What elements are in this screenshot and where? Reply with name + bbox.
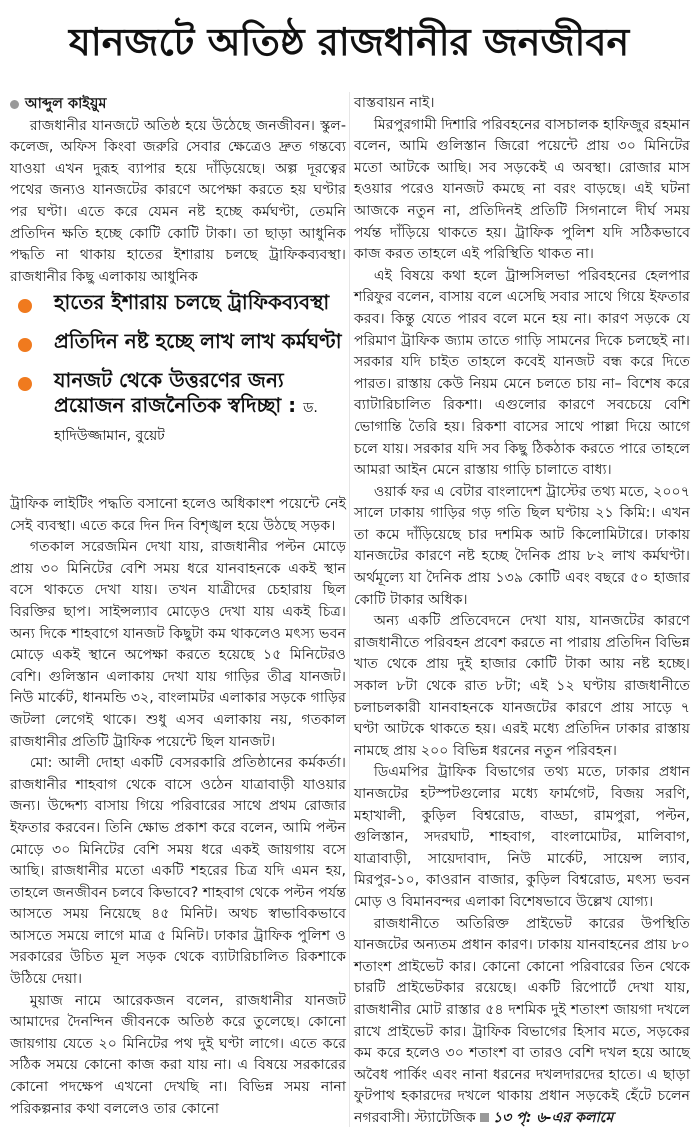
- paragraph: ট্রাফিক লাইটিং পদ্ধতি বসানো হলেও অধিকাংশ পয়েন্টে নেই সেই ব্যবস্থা। এতে করে দিন দিন বিশৃঙ্খল হয়ে উঠছে সড়ক।: [10, 496, 346, 534]
- highlights-box: [18, 290, 344, 463]
- highlight-text: প্রতিদিন নষ্ট হচ্ছে লাখ লাখ কর্মঘণ্টা: [54, 329, 342, 353]
- continuation-reference: ১৩ পৃ: ৬-এর কলামে: [492, 1109, 614, 1126]
- column-divider: [349, 92, 350, 1127]
- bullet-icon: [18, 377, 32, 391]
- bullet-icon: [18, 299, 32, 313]
- highlight-attribution: ড. হাদিউজ্জামান, বুয়েট: [54, 400, 318, 444]
- highlight-text: যানজট থেকে উত্তরণের জন্য প্রয়োজন রাজনৈতিক স্বদিচ্ছা :: [54, 368, 297, 417]
- bullet-icon: [18, 338, 32, 352]
- paragraph-text: রাজধানীতে অতিরিক্ত প্রাইভেট কারের উপস্থিতি যানজটের অন্যতম প্রধান কারণ। ঢাকায় যানবাহনের প্রায় ৮০ শতাংশ প্রাইভেট কার। কোনো কোনো পরিবারের তিন থেকে চারটি প্রাইভেটকার রয়েছে। একটি রিপোর্টে দেখা যায়, রাজধানীর মোট রাস্তার ৫৪ দশমিক দুই শতাংশ জায়গা দখলে রাখে প্রাইভেট কার। ট্রাফিক বিভাগের হিসাব মতে, সড়কের কম করে হলেও ৩০ শতাংশ বা তারও বেশি দখল হয়ে আছে অবৈধ পার্কিং এবং নানা ধরনের দখলদারদের হাতে। এ ছাড়া ফুটপাথ হকারদের দখলে থাকায় প্রধান সড়কেই হেঁটে চলেন নগরবাসী। স্ট্যাটেজিক: [354, 915, 690, 1126]
- left-column-bottom: [10, 494, 346, 1120]
- paragraph: গতকাল সরেজমিন দেখা যায়, রাজধানীর পল্টন মোড়ে প্রায় ৩০ মিনিটের বেশি সময় ধরে যানবাহনকে একই স্থান বসে থাকতে দেখা যায়। তখন যাত্রীদের চেহারায় ছিল বিরক্তির ছাপ। সাইন্সল্যাব মোড়েও দেখা যায় একই চিত্র। অন্য দিকে শাহবাগে যানজট কিছুটা কম থাকলেও মৎস্য ভবন মোড়ে একই স্থানে অপেক্ষা করতে হয়েছে ১৫ মিনিটেরও বেশি। গুলিস্তান এলাকায় দেখা যায় গাড়ির তীব্র যানজট। নিউ মার্কেট, ধানমন্ডি ৩২, বাংলামটর এলাকার সড়কে গাড়ির জটলা লেগেই থাকে। শুধু এসব এলাকায় নয়, গতকাল রাজধানীর প্রতিটি ট্রাফিক পয়েন্টে ছিল যানজট।: [10, 539, 346, 750]
- highlight-item: [18, 368, 344, 449]
- headline: যানজটে অতিষ্ঠ রাজধানীর জনজীবন: [68, 20, 630, 65]
- byline-dot-icon: [10, 100, 19, 109]
- highlight-text-wrap: [54, 368, 344, 449]
- paragraph: মিরপুরগামী দিশারি পরিবহনের বাসচালক হাফিজুর রহমান বলেন, আমি গুলিস্তান জিরো পয়েন্টে প্রায় ৩০ মিনিটের মতো আটকে আছি। সব সড়কেই এ অবস্থা। রোজার মাস হওয়ার পরেও যানজট কমছে না বরং বাড়ছে। এই ঘটনা আজকে নতুন না, প্রতিদিনই প্রতিটি সিগনালে দীর্ঘ সময় পর্যন্ত দাঁড়িয়ে থাকতে হয়। ট্রাফিক পুলিশ যদি সঠিকভাবে কাজ করত তাহলে এই পরিস্থিতি থাকত না।: [354, 116, 690, 263]
- paragraph: বাস্তবায়ন নাই।: [354, 95, 435, 111]
- right-column: [354, 93, 690, 1130]
- paragraph: মো: আলী দোহা একটি বেসরকারি প্রতিষ্ঠানের কর্মকর্তা। রাজধানীর শাহবাগ থেকে বাসে ওঠেন যাত্রাবাড়ী যাওয়ার জন্য। উদ্দেশ্য বাসায় গিয়ে পরিবারের সাথে প্রথম রোজার ইফতার করবেন। তিনি ক্ষোভ প্রকাশ করে বলেন, আমি পল্টন মোড়ে ৩০ মিনিটের বেশি সময় ধরে একই জায়গায় বসে আছি। রাজধানীর মতো একটি শহরের চিত্র যদি এমন হয়, তাহলে জনজীবন চলবে কিভাবে? শাহবাগ থেকে পল্টন পর্যন্ত আসতে সময় নিয়েছে ৪৫ মিনিট। অথচ স্বাভাবিকভাবে আসতে সময়ে লাগে মাত্র ৫ মিনিট। ঢাকার ট্রাফিক পুলিশ ও সরকারের উচিত মূল সড়ক থেকে ব্যাটারিচালিত রিকশাকে উঠিয়ে দেয়া।: [10, 755, 346, 988]
- highlight-item: [18, 329, 344, 354]
- paragraph: মুয়াজ নামে আরেকজন বলেন, রাজধানীর যানজট আমাদের দৈনন্দিন জীবনকে অতিষ্ঠ করে তুলেছে। কোনো জায়গায় যেতে ২০ মিনিটের পথ দুই ঘণ্টা লাগে। এতে করে সঠিক সময়ে কোনো কাজ করা যায় না। এ বিষয়ে সরকারের কোনো পদক্ষেপ এখনো দেখছি না। বিভিন্ন সময় নানা পরিকল্পনার কথা বললেও তার কোনো: [10, 992, 346, 1117]
- author-name: আব্দুল কাইয়ুম: [25, 96, 107, 112]
- highlight-text: হাতের ইশারায় চলছে ট্রাফিকব্যবস্থা: [54, 290, 330, 314]
- paragraph-last: [354, 914, 690, 1130]
- left-column-top: [10, 94, 346, 288]
- paragraph: এই বিষয়ে কথা হলে ট্রান্সসিলভা পরিবহনের হেলপার শরিফুর বলেন, বাসায় বলে এসেছি সবার সাথে গিয়ে ইফতার করব। কিন্তু যেতে পারব বলে মনে হয় না। কারণ সড়কে যে পরিমাণ ট্রাফিক জ্যাম তাতে গাড়ি সামনের দিকে চলছেই না। সরকার যদি চাইত তাহলে কবেই যানজট বন্ধ করে দিতে পারত। রাস্তায় কেউ নিয়ম মেনে চলতে চায় না– বিশেষ করে ব্যাটারিচালিত রিকশা। এগুলোর কারণে সবচেয়ে বেশি ভোগান্তি তৈরি হয়। রিকশা বাসের সাথে পাল্লা দিয়ে আগে চলে যায়। সরকার যদি সব কিছু ঠিকঠাক করতে পারে তাহলে আমরা আইন মেনে রাস্তায় গাড়ি চালাতে বাধ্য।: [354, 267, 690, 479]
- paragraph: ডিএমপির ট্রাফিক বিভাগের তথ্য মতে, ঢাকার প্রধান যানজটের হটস্পটগুলোর মধ্যে ফার্মগেট, বিজয় সরণি, মহাখালী, কুড়িল বিশ্বরোড, বাড্ডা, রামপুরা, পল্টন, গুলিস্তান, সদরঘাট, শাহবাগ, বাংলামোটর, মালিবাগ, যাত্রাবাড়ী, সায়েদাবাদ, নিউ মার্কেট, সায়েন্স ল্যাব, মিরপুর-১০, কাওরান বাজার, কুড়িল বিশ্বরোড, মৎস্য ভবন মোড় ও বিমানবন্দর এলাকা বিশেষভাবে উল্লেখ যোগ্য।: [354, 764, 690, 910]
- paragraph: রাজধানীর যানজটে অতিষ্ঠ হয়ে উঠেছে জনজীবন। স্কুল-কলেজ, অফিস কিংবা জরুরি সেবার ক্ষেত্রেও দ্রুত গন্তব্যে যাওয়া এখন দুরূহ ব্যাপার হয়ে দাঁড়িয়েছে। অল্প দূরত্বের পথের জন্যও যানজটের কারণে অপেক্ষা করতে হয় ঘণ্টার পর ঘণ্টা। এতে করে যেমন নষ্ট হচ্ছে কর্মঘণ্টা, তেমনি প্রতিদিন ক্ষতি হচ্ছে কোটি কোটি টাকা। তা ছাড়া আধুনিক পদ্ধতি না থাকায় হাতের ইশারায় চলছে ট্রাফিকব্যবস্থা। রাজধানীর কিছু এলাকায় আধুনিক: [10, 117, 346, 285]
- paragraph: অন্য একটি প্রতিবেদনে দেখা যায়, যানজটের কারণে রাজধানীতে পরিবহন প্রবেশ করতে না পারায় প্রতিদিন বিভিন্ন খাত থেকে প্রায় দুই হাজার কোটি টাকা আয় নষ্ট হচ্ছে। সকাল ৮টা থেকে রাত ৮টা; এই ১২ ঘণ্টায় রাজধানীতে চলাচলকারী যানবাহনকে যানজটের কারণে প্রায় সাড়ে ৭ ঘণ্টা আটকে থাকতে হয়। এরই মধ্যে প্রতিদিন ঢাকার রাস্তায় নামছে প্রায় ২০০ বিভিন্ন ধরনের নতুন পরিবহন।: [354, 613, 690, 759]
- highlight-item: [18, 290, 344, 315]
- square-marker-icon: [480, 1113, 489, 1122]
- paragraph: ওয়ার্ক ফর এ বেটার বাংলাদেশ ট্রাস্টের তথ্য মতে, ২০০৭ সালে ঢাকায় গাড়ির গড় গতি ছিল ঘণ্টায় ২১ কিমি:। এখন তা কমে দাঁড়িয়েছে চার দশমিক আট কিলোমিটারে। ঢাকায় যানজটের কারণে নষ্ট হচ্ছে দৈনিক প্রায় ৮২ লাখ কর্মঘণ্টা। অর্থমূল্যে যা দৈনিক প্রায় ১৩৯ কোটি এবং বছরে ৫০ হাজার কোটি টাকার অধিক।: [354, 483, 690, 608]
- byline: [10, 94, 346, 116]
